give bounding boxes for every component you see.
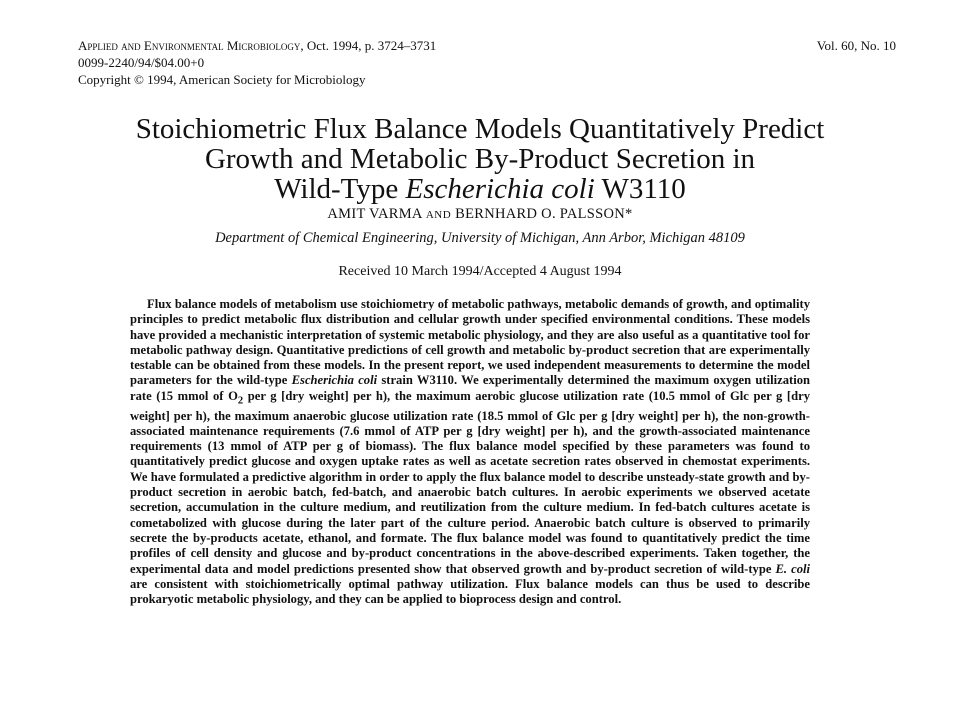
abstract-paragraph — [130, 297, 810, 607]
abstract-organism: Escherichia coli — [291, 373, 378, 388]
journal-date-pages: , Oct. 1994, p. 3724–3731 — [300, 38, 437, 53]
abstract-text-1: Flux balance models of metabolism use stoichiometry of metabolic pathways, metabolic demands of growth, and optimality principles to predict metabolic flux distribution and cellular growth under specified environmental conditions. These models have provided a mechanistic interpretation of systemic metabolic physiology, and they are also useful as a quantitative tool for metabolic pathway design. Quantitative predictions of cell growth and metabolic by-product secretion that are experimentally testable can be obtained from these models. In the present report, we used independent measurements to determine the model parameters for the wild-type — [130, 297, 810, 388]
author-2: BERNHARD O. PALSSON* — [455, 206, 633, 222]
title-line-3-prefix: Wild-Type — [274, 173, 406, 205]
abstract-text-3: per g [dry weight] per h), the maximum aerobic glucose utilization rate (10.5 mmol of Glc per g [dry weight] per h), the maximum anaerobic glucose utilization rate (18.5 mmol of Glc per g [dry weight] per h), the non-growth-associated maintenance requirements (7.6 mmol of ATP per g [dry weight] per h), and the growth-associated maintenance requirements (13 mmol of ATP per g of biomass). The flux balance model specified by these parameters was found to quantitatively predict glucose and oxygen uptake rates as well as acetate secretion rates observed in chemostat experiments. We have formulated a predictive algorithm in order to apply the flux balance model to describe unsteady-state growth and by-product secretion in aerobic batch, fed-batch, and anaerobic batch cultures. In aerobic experiments we observed acetate secretion, accumulation in the culture medium, and reutilization from the culture medium. In fed-batch cultures acetate is cometabolized with glucose during the later part of the culture period. Anaerobic batch culture is observed to primarily secrete the by-products acetate, ethanol, and formate. The flux balance model was found to quantitatively predict the time profiles of cell density and glucose and by-product concentrations in the above-described experiments. Taken together, the experimental data and model predictions presented show that observed growth and by-product secretion of wild-type — [130, 388, 810, 576]
volume-label: Vol. 60, No. 10 — [816, 38, 896, 53]
title-line-3 — [0, 174, 960, 204]
title-line-3-suffix: W3110 — [594, 173, 686, 205]
author-1: AMIT VARMA — [327, 206, 422, 222]
title-line-2: Growth and Metabolic By-Product Secretion in — [204, 143, 756, 175]
abstract-ecoli: E. coli — [775, 561, 810, 576]
issn-line: 0099-2240/94/$04.00+0 — [78, 55, 205, 70]
title-organism: Escherichia coli — [405, 173, 595, 205]
oxygen-subscript: 2 — [237, 395, 244, 407]
abstract-text-4: are consistent with stoichiometrically optimal pathway utilization. Flux balance models can thus be used to describe prokaryotic metabolic physiology, and they can be applied to bioprocess design and control. — [130, 576, 810, 607]
title-line-1: Stoichiometric Flux Balance Models Quantitatively Predict — [135, 113, 825, 145]
journal-name: Applied and Environmental Microbiology — [78, 38, 301, 53]
author-conjunction: AND — [425, 209, 452, 221]
abstract-text-2: strain W3110. We experimentally determined the maximum oxygen utilization rate (15 mmol of O — [130, 373, 811, 403]
affiliation: Department of Chemical Engineering, University of Michigan, Ann Arbor, Michigan 48109 — [215, 230, 745, 246]
author-list — [0, 206, 960, 223]
journal-header — [78, 37, 436, 88]
paper-title — [0, 114, 960, 204]
journal-citation — [78, 37, 436, 54]
received-dates: Received 10 March 1994/Accepted 4 August 1994 — [338, 264, 622, 279]
copyright-line: Copyright © 1994, American Society for Microbiology — [78, 72, 366, 87]
abstract — [130, 297, 810, 607]
